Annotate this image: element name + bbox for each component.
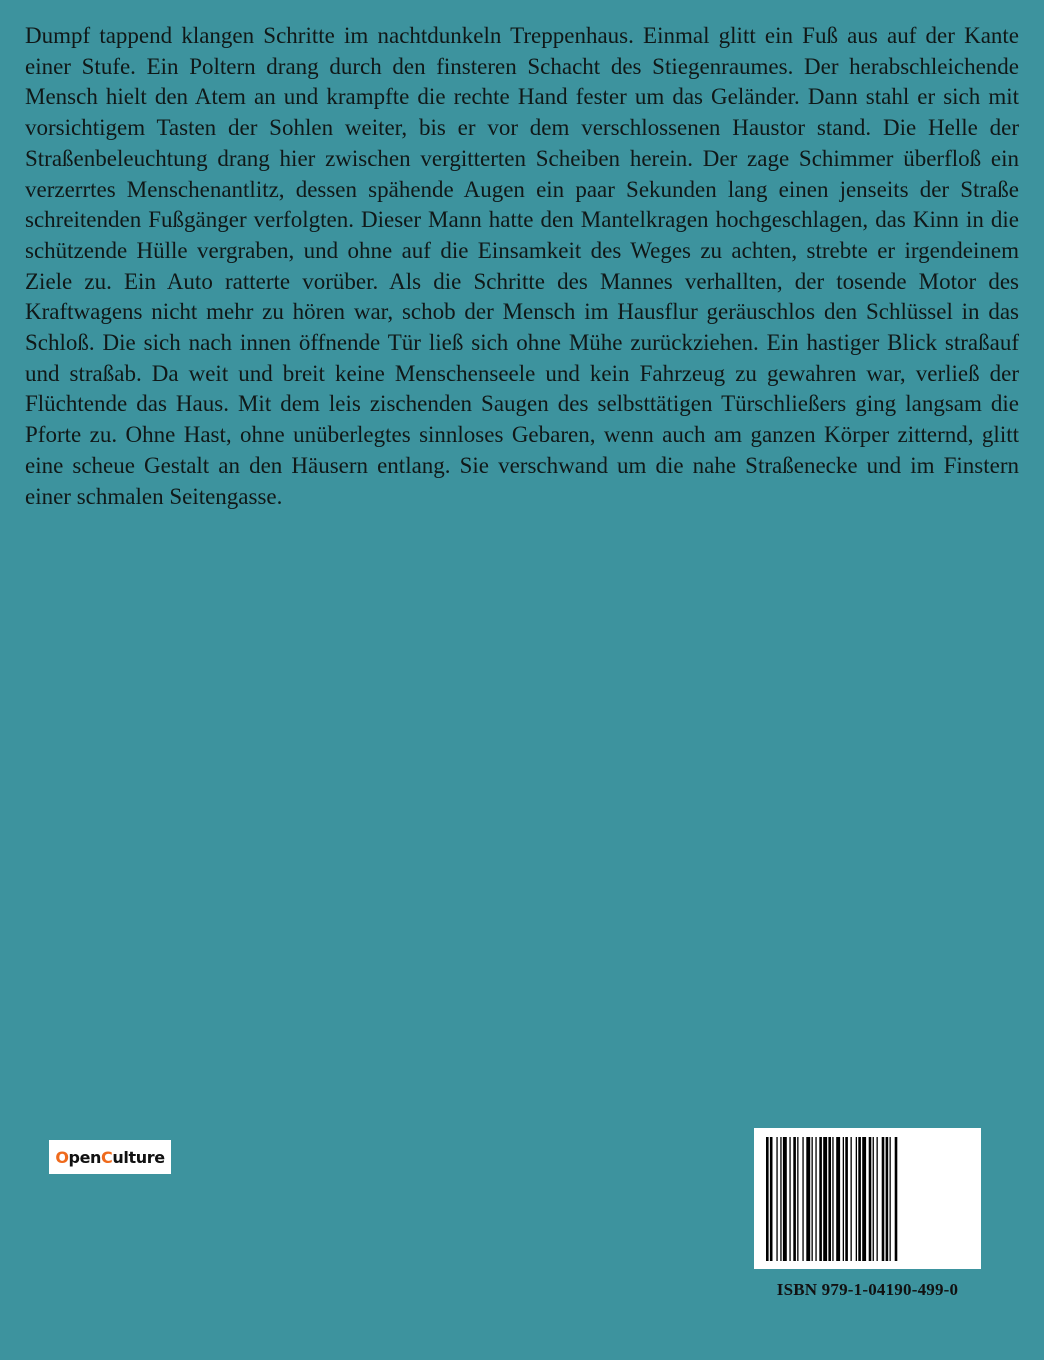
barcode-bar <box>770 1137 773 1261</box>
barcode-bar <box>812 1137 813 1261</box>
barcode-bar <box>823 1137 827 1261</box>
isbn-number: ISBN 979-1-04190-499-0 <box>776 1280 959 1299</box>
barcode-bar <box>845 1137 848 1261</box>
isbn-barcode <box>754 1128 981 1269</box>
barcode-bar <box>819 1137 822 1261</box>
barcode-bar <box>776 1137 777 1261</box>
logo-text-ulture: ulture <box>112 1147 165 1167</box>
logo-text-pen: pen <box>68 1147 102 1167</box>
barcode-graphic <box>766 1137 969 1261</box>
barcode-bar <box>877 1137 878 1261</box>
barcode-bar <box>802 1137 803 1261</box>
barcode-bar <box>806 1137 810 1261</box>
barcode-bar <box>862 1137 866 1261</box>
barcode-bar <box>886 1137 889 1261</box>
barcode-bar <box>832 1137 833 1261</box>
barcode-bar <box>856 1137 857 1261</box>
barcode-bar <box>890 1137 891 1261</box>
barcode-bar <box>873 1137 874 1261</box>
barcode-bar <box>882 1137 885 1261</box>
barcode-bar <box>766 1137 769 1261</box>
logo-o-mark: O <box>55 1147 69 1167</box>
barcode-bar <box>789 1137 790 1261</box>
barcode-bar <box>836 1137 840 1261</box>
barcode-bar <box>828 1137 831 1261</box>
barcode-bar <box>869 1137 872 1261</box>
logo-c-mark: C <box>101 1147 113 1167</box>
barcode-bar <box>783 1137 787 1261</box>
barcode-bar <box>858 1137 861 1261</box>
barcode-bar <box>815 1137 816 1261</box>
barcode-bar <box>895 1137 898 1261</box>
barcode-bar <box>851 1137 852 1261</box>
publisher-logo <box>49 1140 171 1174</box>
barcode-bar <box>793 1137 796 1261</box>
barcode-bar <box>797 1137 798 1261</box>
blurb-text: Dumpf tappend klangen Schritte im nachtdunkeln Treppenhaus. Einmal glitt ein Fuß aus auf der Kante einer Stufe. Ein Poltern drang durch den finsteren Schacht des Stiegenraumes. Der herabschleichende Mensch hielt den Atem an und krampfte die rechte Hand fester um das Geländer. Dann stahl er sich mit vorsichtigem Tasten der Sohlen weiter, bis er vor dem verschlossenen Haustor stand. Die Helle der Straßenbeleuchtung drang hier zwischen vergitterten Scheiben herein. Der zage Schimmer überfloß ein verzerrtes Menschenantlitz, dessen spähende Augen ein paar Sekunden lang einen jenseits der Straße schreitenden Fußgänger verfolgten. Dieser Mann hatte den Mantelkragen hochgeschlagen, das Kinn in die schützende Hülle vergraben, und ohne auf die Einsamkeit des Weges zu achten, strebte er irgendeinem Ziele zu. Ein Auto ratterte vorüber. Als die Schritte des Mannes verhallten, der tosende Motor des Kraftwagens nicht mehr zu hören war, schob der Mensch im Hausflur geräuschlos den Schlüssel in das Schloß. Die sich nach innen öffnende Tür ließ sich ohne Mühe zurückziehen. Ein hastiger Blick straßauf und straßab. Da weit und breit keine Menschenseele und kein Fahrzeug zu gewahren war, verließ der Flüchtende das Haus. Mit dem leis zischenden Saugen des selbsttätigen Türschließers ging langsam die Pforte zu. Ohne Hast, ohne unüberlegtes sinnloses Gebaren, wenn auch am ganzen Körper zitternd, glitt eine scheue Gestalt an den Häusern entlang. Sie verschwand um die nahe Straßenecke und im Finstern einer schmalen Seitengasse. <box>25 23 1019 509</box>
barcode-bar <box>780 1137 781 1261</box>
barcode-bar <box>843 1137 844 1261</box>
